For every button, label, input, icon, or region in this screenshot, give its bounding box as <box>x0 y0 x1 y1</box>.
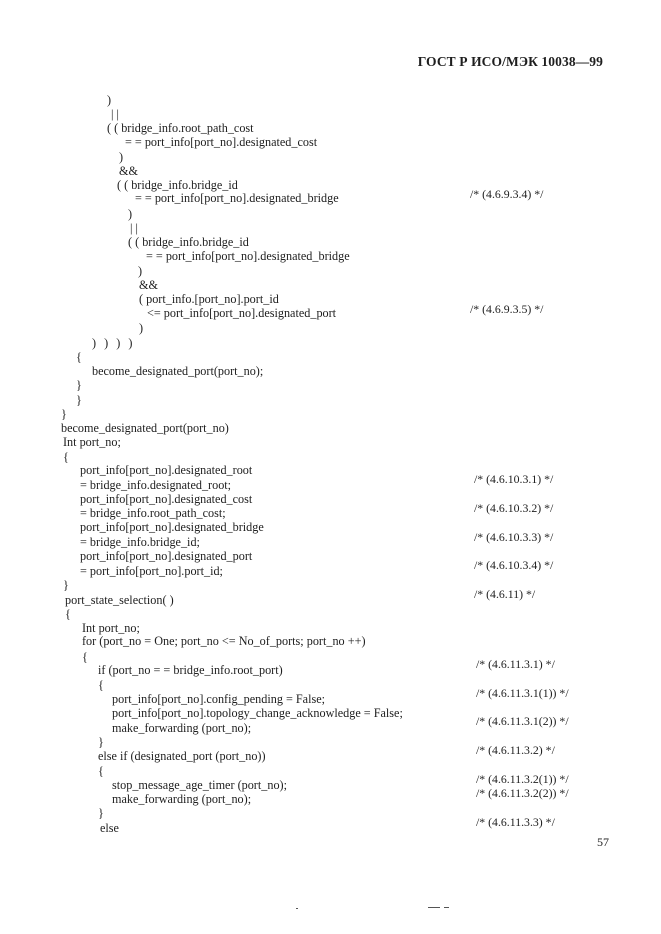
section-comment: /* (4.6.11.3.1) */ <box>476 657 555 671</box>
code-line: port_info[port_no].designated_bridge <box>80 520 264 534</box>
code-line: | | <box>130 221 138 235</box>
code-line: } <box>76 378 82 392</box>
code-line: port_info[port_no].designated_cost <box>80 492 253 506</box>
code-line: { <box>98 764 104 778</box>
code-line: { <box>76 350 82 364</box>
code-line: && <box>119 164 138 178</box>
code-line: <= port_info[port_no].designated_port <box>147 306 337 320</box>
code-line: = bridge_info.bridge_id; <box>80 535 200 549</box>
page-number: 57 <box>597 835 609 849</box>
section-comment: /* (4.6.9.3.4) */ <box>470 187 544 201</box>
section-comment: /* (4.6.11.3.2) */ <box>476 743 555 757</box>
code-line: make_forwarding (port_no); <box>112 792 252 806</box>
code-line: ) <box>107 93 112 107</box>
code-line: become_designated_port(port_no) <box>61 421 229 435</box>
code-line: port_info[port_no].topology_change_acknowledge = False; <box>112 706 403 720</box>
section-comment: /* (4.6.11.3.2(1)) */ <box>476 772 569 786</box>
code-line: stop_message_age_timer (port_no); <box>112 778 287 792</box>
code-line: make_forwarding (port_no); <box>112 721 252 735</box>
code-line: { <box>82 650 88 664</box>
section-comment: /* (4.6.10.3.2) */ <box>474 501 554 515</box>
code-line: } <box>76 393 82 407</box>
code-line: for (port_no = One; port_no <= No_of_ports; port_no ++) <box>82 634 366 648</box>
code-line: = = port_info[port_no].designated_bridge <box>146 249 350 263</box>
code-line: } <box>61 407 67 421</box>
section-comment: /* (4.6.10.3.3) */ <box>474 530 554 544</box>
code-line: } <box>63 578 69 592</box>
section-comment: /* (4.6.10.3.1) */ <box>474 472 554 486</box>
section-comment: /* (4.6.10.3.4) */ <box>474 558 554 572</box>
code-line: } <box>98 806 104 820</box>
code-line: ( ( bridge_info.bridge_id <box>117 178 238 192</box>
code-line: } <box>98 735 104 749</box>
code-line: port_info[port_no].designated_root <box>80 463 253 477</box>
page-header: ГОСТ Р ИСО/МЭК 10038—99 <box>417 54 603 69</box>
code-line: = = port_info[port_no].designated_bridge <box>135 191 339 205</box>
code-line: else if (designated_port (port_no)) <box>98 749 266 763</box>
section-comment: /* (4.6.11.3.2(2)) */ <box>476 786 569 800</box>
section-comment: /* (4.6.11.3.3) */ <box>476 815 555 829</box>
code-line: { <box>65 607 71 621</box>
code-line: = bridge_info.designated_root; <box>80 478 232 492</box>
code-line: ( ( bridge_info.root_path_cost <box>107 121 254 135</box>
code-line: ) ) ) ) <box>92 336 133 350</box>
scan-speck <box>428 907 440 908</box>
code-line: ) <box>128 207 133 221</box>
section-comment: /* (4.6.11.3.1(1)) */ <box>476 686 569 700</box>
code-line: become_designated_port(port_no); <box>92 364 264 378</box>
code-line: Int port_no; <box>63 435 121 449</box>
section-comment: /* (4.6.9.3.5) */ <box>470 302 544 316</box>
code-line: port_state_selection( ) <box>65 593 174 607</box>
section-comment: /* (4.6.11) */ <box>474 587 536 601</box>
section-comment: /* (4.6.11.3.1(2)) */ <box>476 714 569 728</box>
code-line: = bridge_info.root_path_cost; <box>80 506 226 520</box>
scan-speck <box>296 908 298 909</box>
code-line: ( port_info.[port_no].port_id <box>139 292 279 306</box>
code-line: && <box>139 278 158 292</box>
scan-speck <box>444 907 449 908</box>
code-line: port_info[port_no].config_pending = False; <box>112 692 326 706</box>
code-line: = = port_info[port_no].designated_cost <box>125 135 318 149</box>
code-line: ) <box>119 150 124 164</box>
code-line: ) <box>139 321 144 335</box>
code-line: | | <box>111 107 119 121</box>
code-line: ) <box>138 264 143 278</box>
code-line: else <box>100 821 119 835</box>
code-line: = port_info[port_no].port_id; <box>80 564 223 578</box>
code-line: ( ( bridge_info.bridge_id <box>128 235 249 249</box>
code-line: { <box>98 678 104 692</box>
code-line: Int port_no; <box>82 621 140 635</box>
code-line: { <box>63 450 69 464</box>
code-line: port_info[port_no].designated_port <box>80 549 253 563</box>
code-line: if (port_no = = bridge_info.root_port) <box>98 663 283 677</box>
